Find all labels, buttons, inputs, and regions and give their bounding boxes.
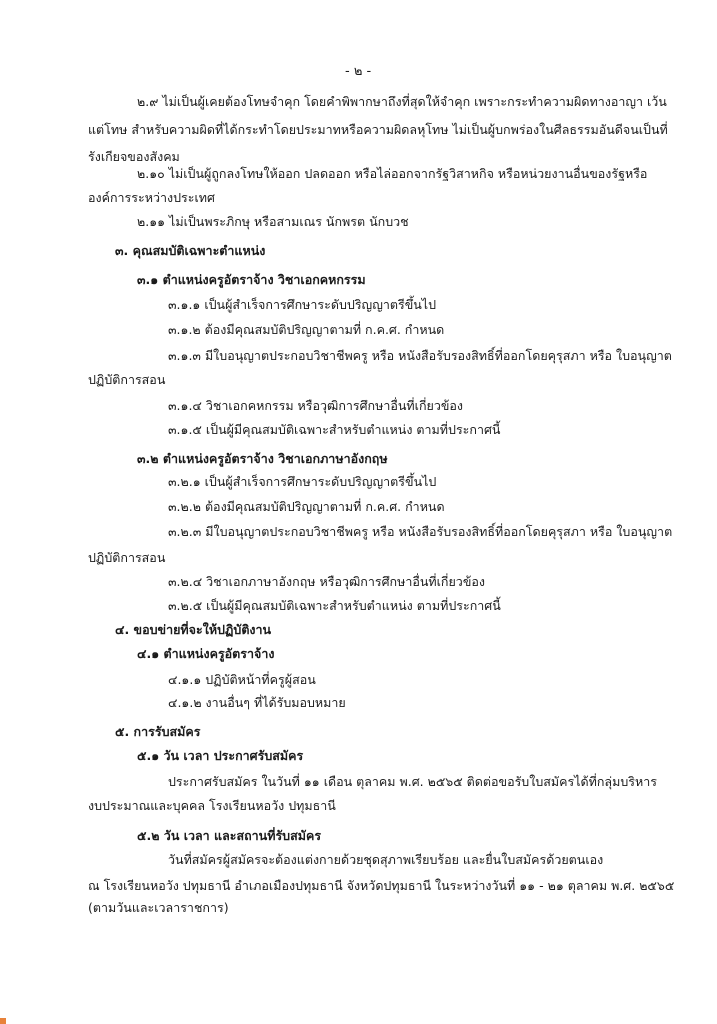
subsection-3-2-heading: ๓.๒ ตำแหน่งครูอัตราจ้าง วิชาเอกภาษาอังกฤษ: [137, 451, 388, 466]
item-3-2-5: ๓.๒.๕ เป็นผู้มีคุณสมบัติเฉพาะสำหรับตำแหน่ง ตามที่ประกาศนี้: [168, 598, 501, 613]
item-3-1-5: ๓.๑.๕ เป็นผู้มีคุณสมบัติเฉพาะสำหรับตำแหน่ง ตามที่ประกาศนี้: [168, 422, 501, 437]
item-5-2-line-2: ณ โรงเรียนหอวัง ปทุมธานี อำเภอเมืองปทุมธานี จังหวัดปทุมธานี ในระหว่างวันที่ ๑๑ - ๒๑ ตุลาคม พ.ศ. ๒๕๖๕: [88, 878, 675, 893]
item-3-1-3-line-2: ปฏิบัติการสอน: [88, 372, 166, 387]
item-4-1-1: ๔.๑.๑ ปฏิบัติหน้าที่ครูผู้สอน: [168, 672, 316, 687]
section-3-heading: ๓. คุณสมบัติเฉพาะตำแหน่ง: [115, 243, 266, 258]
subsection-5-1-heading: ๕.๑ วัน เวลา ประกาศรับสมัคร: [137, 748, 304, 763]
item-2-9-line-1: ๒.๙ ไม่เป็นผู้เคยต้องโทษจำคุก โดยคำพิพากษาถึงที่สุดให้จำคุก เพราะกระทำความผิดทางอาญา เว้น: [137, 94, 667, 109]
section-4-heading: ๔. ขอบข่ายที่จะให้ปฏิบัติงาน: [115, 622, 272, 637]
page-number: - ๒ -: [345, 64, 372, 79]
subsection-4-1-heading: ๔.๑ ตำแหน่งครูอัตราจ้าง: [137, 646, 275, 661]
item-5-2-line-3: (ตามวันและเวลาราชการ): [88, 900, 229, 915]
item-3-2-3-line-1: ๓.๒.๓ มีใบอนุญาตประกอบวิชาชีพครู หรือ หนังสือรับรองสิทธิ์ที่ออกโดยคุรุสภา หรือ ใบอนุญาต: [168, 524, 673, 539]
section-5-heading: ๕. การรับสมัคร: [115, 724, 201, 739]
item-3-1-1: ๓.๑.๑ เป็นผู้สำเร็จการศึกษาระดับปริญญาตรีขึ้นไป: [168, 297, 437, 312]
item-5-2-line-1: วันที่สมัครผู้สมัครจะต้องแต่งกายด้วยชุดสุภาพเรียบร้อย และยื่นใบสมัครด้วยตนเอง: [168, 852, 604, 867]
item-2-11: ๒.๑๑ ไม่เป็นพระภิกษุ หรือสามเณร นักพรต นักบวช: [137, 214, 409, 229]
item-5-1-line-1: ประกาศรับสมัคร ในวันที่ ๑๑ เดือน ตุลาคม พ.ศ. ๒๕๖๕ ติดต่อขอรับใบสมัครได้ที่กลุ่มบริหาร: [168, 774, 657, 789]
item-2-9-line-2: แต่โทษ สำหรับความผิดที่ได้กระทำโดยประมาทหรือความผิดลหุโทษ ไม่เป็นผู้บกพร่องในศีลธรรมอันดีจนเป็นที่: [88, 122, 668, 137]
item-5-1-line-2: งบประมาณและบุคคล โรงเรียนหอวัง ปทุมธานี: [88, 798, 336, 813]
item-3-1-4: ๓.๑.๔ วิชาเอกคหกรรม หรือวุฒิการศึกษาอื่นที่เกี่ยวข้อง: [168, 398, 464, 413]
subsection-3-1-heading: ๓.๑ ตำแหน่งครูอัตราจ้าง วิชาเอกคหกรรม: [137, 272, 366, 287]
item-4-1-2: ๔.๑.๒ งานอื่นๆ ที่ได้รับมอบหมาย: [168, 695, 346, 710]
item-2-10-line-2: องค์การระหว่างประเทศ: [88, 190, 215, 205]
item-3-1-2: ๓.๑.๒ ต้องมีคุณสมบัติปริญญาตามที่ ก.ค.ศ. กำหนด: [168, 322, 445, 337]
item-3-2-2: ๓.๒.๒ ต้องมีคุณสมบัติปริญญาตามที่ ก.ค.ศ. กำหนด: [168, 499, 445, 514]
item-2-10-line-1: ๒.๑๐ ไม่เป็นผู้ถูกลงโทษให้ออก ปลดออก หรือไล่ออกจากรัฐวิสาหกิจ หรือหน่วยงานอื่นของรัฐหรือ: [137, 166, 648, 181]
item-3-2-1: ๓.๒.๑ เป็นผู้สำเร็จการศึกษาระดับปริญญาตรีขึ้นไป: [168, 474, 437, 489]
item-3-1-3-line-1: ๓.๑.๓ มีใบอนุญาตประกอบวิชาชีพครู หรือ หนังสือรับรองสิทธิ์ที่ออกโดยคุรุสภา หรือ ใบอนุญาต: [168, 348, 672, 363]
subsection-5-2-heading: ๕.๒ วัน เวลา และสถานที่รับสมัคร: [137, 828, 322, 843]
scan-edge-mark: [0, 1018, 6, 1024]
item-2-9-line-3: รังเกียจของสังคม: [88, 149, 180, 164]
item-3-2-4: ๓.๒.๔ วิชาเอกภาษาอังกฤษ หรือวุฒิการศึกษาอื่นที่เกี่ยวข้อง: [168, 574, 485, 589]
item-3-2-3-line-2: ปฏิบัติการสอน: [88, 550, 166, 565]
